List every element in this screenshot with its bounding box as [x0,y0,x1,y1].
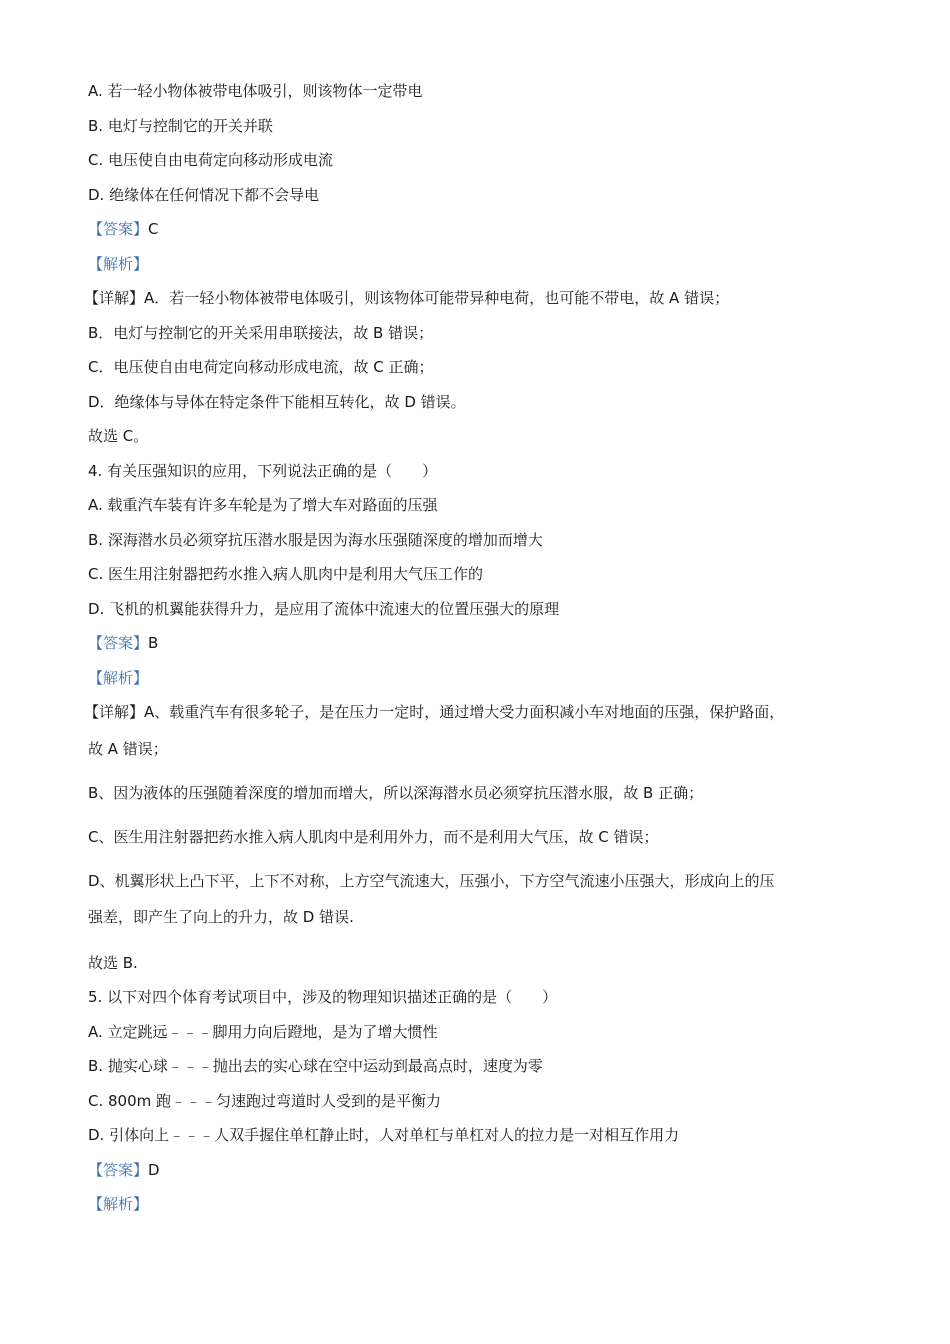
q3-option-c: C. 电压使自由电荷定向移动形成电流 [88,151,334,169]
q4-detail-d: D、机翼形状上凸下平，上下不对称，上方空气流速大，压强小，下方空气流速小压强大，形成向上的压 [88,872,775,890]
q4-option-d: D. 飞机的机翼能获得升力，是应用了流体中流速大的位置压强大的原理 [88,600,560,618]
answer-value: B [148,634,159,652]
q4-answer-line [88,633,158,653]
q3-detail-d: D．绝缘体与导体在特定条件下能相互转化，故 D 错误。 [88,393,466,411]
detail-tag: 【详解】 [84,289,145,307]
q4-detail-d-cont: 强差，即产生了向上的升力，故 D 错误. [88,908,354,926]
q5-option-b: B. 抛实心球﹣﹣﹣抛出去的实心球在空中运动到最高点时，速度为零 [88,1057,543,1075]
detail-text: A．若一轻小物体被带电体吸引，则该物体可能带异种电荷，也可能不带电，故 A 错误； [144,289,730,307]
q3-detail-b: B．电灯与控制它的开关采用串联接法，故 B 错误； [88,324,434,342]
analysis-tag: 【解析】 [88,669,149,687]
q3-option-a: A. 若一轻小物体被带电体吸引，则该物体一定带电 [88,82,423,100]
q3-option-b: B. 电灯与控制它的开关并联 [88,117,273,135]
q5-option-c: C. 800m 跑﹣﹣﹣匀速跑过弯道时人受到的是平衡力 [88,1092,442,1110]
q3-option-d: D. 绝缘体在任何情况下都不会导电 [88,186,320,204]
q4-option-c: C. 医生用注射器把药水推入病人肌肉中是利用大气压工作的 [88,565,484,583]
answer-tag: 【答案】 [88,1161,149,1179]
answer-tag: 【答案】 [88,220,149,238]
answer-value: C [148,220,159,238]
q3-detail-a-line [84,288,729,308]
q3-analysis-line [88,254,148,274]
q5-option-d: D. 引体向上﹣﹣﹣人双手握住单杠静止时，人对单杠与单杠对人的拉力是一对相互作用力 [88,1126,680,1144]
answer-value: D [148,1161,160,1179]
analysis-tag: 【解析】 [88,1195,149,1213]
q3-conclusion: 故选 C。 [88,427,149,445]
q5-question: 5. 以下对四个体育考试项目中，涉及的物理知识描述正确的是（ ） [88,988,558,1006]
detail-tag: 【详解】 [84,703,145,721]
q3-answer-line [88,219,159,239]
q4-analysis-line [88,668,148,688]
q5-option-a: A. 立定跳远﹣﹣﹣脚用力向后蹬地，是为了增大惯性 [88,1023,438,1041]
answer-tag: 【答案】 [88,634,149,652]
q3-detail-c: C．电压使自由电荷定向移动形成电流，故 C 正确； [88,358,434,376]
q5-answer-line [88,1160,160,1180]
q4-question: 4. 有关压强知识的应用，下列说法正确的是（ ） [88,462,438,480]
q4-detail-c: C、医生用注射器把药水推入病人肌肉中是利用外力，而不是利用大气压，故 C 错误； [88,828,659,846]
q4-detail-a-line [84,702,784,722]
q5-analysis-line [88,1194,148,1214]
q4-option-b: B. 深海潜水员必须穿抗压潜水服是因为海水压强随深度的增加而增大 [88,531,543,549]
detail-text: A、载重汽车有很多轮子，是在压力一定时，通过增大受力面积减小车对地面的压强，保护路面， [144,703,785,721]
analysis-tag: 【解析】 [88,255,149,273]
q4-conclusion: 故选 B. [88,954,138,972]
q4-detail-b: B、因为液体的压强随着深度的增加而增大，所以深海潜水员必须穿抗压潜水服，故 B 正确； [88,784,704,802]
q4-option-a: A. 载重汽车装有许多车轮是为了增大车对路面的压强 [88,496,438,514]
q4-detail-a-cont: 故 A 错误； [88,740,168,758]
